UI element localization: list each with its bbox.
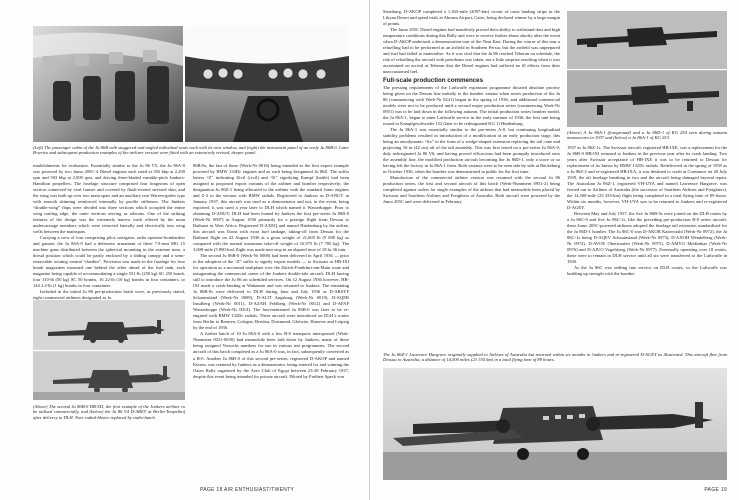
cabin-and-cockpit-photo xyxy=(33,26,349,142)
paragraph: Included in the initial Ju 86 pre-production batch were, as previously stated, eight commercial airliners designated as Ju xyxy=(33,289,185,301)
paragraph: The pressing requirements of the Luftwaffe expansion programme dictated absolute priority being given on the Dessau line initially to the bomber variant when series production of the Ju 86 (commencing with Werk-Nr 0241) began in the spring of 1936, and additional commercial models were not to be produced until a second major production series (commencing Werk-Nr 0951) was to be laid down in the following autumn. The initial production series bomber model, the Ju 86A-1, began to enter Luftwaffe service in the early summer of 1936, the first unit being issued to Kampfgeschwader 152 (later to be redesignated KG 1) Hindenburg. xyxy=(383,85,560,127)
top-photo-caption: (Left) The passenger cabin of the Ju 86B with staggered and angled individual seats each with its own window, and (right) the instrument panel of an early Ju 86B-0. Later B-series and subsequent production examples of the airliner version were fitted with an extensively revised, deeper panel. xyxy=(33,145,349,156)
top-photo-caption-right: (Above) A Ju 86A-1 (foreground) and a Ju 86D-1 of KG 254 seen during autumn manoeuvres in 1937 and (below) a Ju 86A-1 of KG 253. xyxy=(567,130,727,141)
bottom-photo-caption: (Above) The second Ju 86B-0 HB-IXI, the first example of the Junkers airliner to be utilised commercially, and (below) the Ju 86 V4 D-AREV at Berlin-Tempelhof after delivery to DLH. Note radial-blister replaced by radio-hatch. xyxy=(33,404,185,420)
paragraph: Manufacture of the commercial airliner version was resumed with the second Ju 86 production series, the first and second aircraft of this batch (Werk-Nummern 0951-2) being completed against orders for single examples of the airliner that had meanwhile been placed by Swissair and Southern Airlines and Freighters of Australia. Both aircraft were powered by the Jumo 205C and were delivered in February xyxy=(383,175,560,205)
paragraph: A further batch of 10 Ju 86A-0 with a few B-0 transports interspersed (Werk-Nummern 0021-0030) had meanwhile been laid down by Junkers, many of these being assigned Versuchs numbers for use in various test programmes. The second aircraft of this batch completed as a Ju 86A-0 was, in fact, subsequently converted as a B-0. Another Ju 86B-0 of this second pre-series, registered D-AKOP and named Kiesen, was retained by Junkers as a demonstrator, being entered for and winning the Oases Rally organised by the Aero Club of Egypt between 23-28 February 1937, despite this event being intended for private aircraft. Piloted by Freiherr Speck von xyxy=(193,331,349,379)
ju86z-airliner-photo xyxy=(383,368,727,480)
right-page-column-1 xyxy=(383,9,560,349)
paragraph: Sternburg, D-AKOP completed a 1,363-mile (2097-km) circuit of oasis landing strips in the Libyan Desert and speed trials at Almaza Airport, Cairo, being declared winner by a large margin of points. xyxy=(383,9,560,27)
paragraph: Carrying a crew of four comprising pilot, navigator, radio operator-bombardier and gunner, the Ju 86A-0 had a defensive armament of three 7.9-mm MG 15 machine guns distributed between the spherical mounting in the extreme nose, a dorsal position which could be partly enclosed by a sliding canopy and a semi-retractable rotating ventral “dustbin”. Provision was made in the fuselage for four bomb magazines mounted one behind the other ahead of the fuel tank, each magazine being capable of accommodating a single 551-lb (250 kg) SC 250 bomb, four 110-lb (50 kg) SC 50 bombs, 16 22-lb (10 kg) bombs in four containers, or 144 2.2-lb (1 kg) bombs in four containers. xyxy=(33,235,185,289)
page-footer-left: PAGE 18 AIR ENTHUSIAST/TWENTY xyxy=(200,487,295,493)
paragraph: Between May and July 1937, the five Ju 86B-0s were joined on the DLH routes by a Ju 86C-0 and five Ju 86C-1s, like the preceding pre-production B-0 series aircraft, these Jumo 205C-powered airliners adopted the fuselage tail extension standardised for the Ju 86D-1 bomber. The Ju 86C-0 was D-AKOR Kaiserstuhl (Werk-Nr 0972), the Ju 86C-1s being D-AQEV Schauinsland (Werk-Nr 0973), D-AXOH Wendelberg (Werk-Nr 0974), D-AVOE Oberstaufen (Werk-Nr 0975), D-AMYO Meißenkar (Werk-Nr 0976) and D-AJUO Vogelsberg (Werk-Nr 0977). Eventually operating over 18 routes, these were to remain in DLH service until all six were transferred to the Luftwaffe in 1940. xyxy=(567,211,727,265)
aircraft-pair-photo xyxy=(33,300,185,400)
left-page-column-2 xyxy=(193,163,349,483)
paragraph: The second Ju 86B-0 (Werk-Nr 0008) had been delivered in April 1936 — prior to the adoption of the “Z” suffix to signify export models — to Swissair as HB-IXI for operation as a nocturnal mailplane over the Zürich-Frankfurt-am-Main route and inaugurating the commercial career of the Junkers double-tale aircraft. DLH having still to introduce the Ju 86 on scheduled services. On 12 August 1936 however, HB-IXI made a crash-landing at Wahausen and was returned to Junkers. The remaining Ju 86B-0s were delivered to DLH during June and July 1936 as D-ARSYF Schauinsland (Werk-Nr 0009), D-ALIT Augsburg (Werk-Nr 0010), D-AQER Insulberg (Werk-Nr 0011), D-AZAH Feldberg (Werk-Nr 0012) and D-AFAF Wasserkuppe (Werk-Nr 0014). The last-mentioned Ju 86B-0 was later to be re-engined with BMW 132Dc radials. These aircraft were introduced on DLH’s routes from Berlin to Bremen, Cologne, Breslau, Dortmund, Gleiwitz, Hanover and Leipzig by the end of 1936. xyxy=(193,253,349,331)
right-page xyxy=(370,0,739,500)
paragraph: establishments for evaluation. Essentially similar to the Ju 86 V5, the Ju 86A-0 was powered by two Jumo 205C-4 Diesel engines each rated at 592 bhp at 2,200 rpm and 503 bhp at 2,000 rpm, and driving three-bladed variable-pitch Junkers-Hamilton propellers. The fuselage structure comprised four longerons of open section connected by oval frames and covered by flush-riveted stressed skin, and the wing was built up over two main spars and an auxiliary rear Warren-girder type with smooth skinning reinforced internally by profile stiffeners. The Junkers “double-wing” flaps were divided into three sections which occupied the entire wing trailing edge, the outer sections serving as ailerons. One of the striking features of the design was the extremely narrow track offered by the main undercarriage members which were retracted laterally and electrically into wing wells between the mainspars. xyxy=(33,163,185,235)
paragraph: The Ju 86A-1 was essentially similar to the pre-series A-0, but continuing longitudinal stability problems resulted in introduction of a modification at an early production stage, this being an aerodynamic “fix” in the form of a wedge-shaped extension replacing the tail cone and projecting 16 in (42 cm) aft of the tail assembly. This was first tested on a pre-series Ju 86A-0, duly redesignated Ju 86 V6, and having proved efficacious had been promptly introduced onto the assembly line, the modified production aircraft becoming the Ju 86D-1, only a score or so having left the factory in Ju 86A-1 form. Both variants were to be seen side by side at Bückeburg in October 1936, when the bomber was demonstrated in public for the first time. xyxy=(383,127,560,175)
paragraph: As the Ju 86C was settling into service on DLH routes, so the Luftwaffe was building up strength with the bomber xyxy=(567,265,727,277)
bottom-photo-caption-right: The Ju 86Z-1 Lawrence Hargrave originally supplied to Airlines of Australia but returned within six months to Junkers and re-registered D-AGEY as illustrated. This aircraft flew from Dessau to Australia, a distance of 14,500 miles (23 335 km) in a total flying time of 89 hours. xyxy=(383,352,727,363)
page-footer-right: PAGE 19 xyxy=(704,487,727,493)
paragraph: 86B-0s, the last of these (Werk-Nr 0016) being intended as the first export example powered by BMW 132Dc engines and as such being designated Ju 86Z. The suffix letters “Z” indicating Zivil (civil) and “K” signifying Kampf (battle) had been assigned to proposed export variants of the airliner and bomber respectively; the designation Ju 86Z-1 being allocated to the airliner with the standard Jumo engines and Z-2 to the version with BMW radials. Registered to Junkers as D-ANUV in January 1937, this aircraft was used as a demonstrator and not, in the event, being exported, it was used a year later to DLH which named it Wasserkuppe. Prior to obtaining D-ANUV, DLH had been loaned by Junkers the first pre-series Ju 86B-0 (Werk-Nr 0007) in August 1936 primarily for a prestige flight from Dessau to Bathurst in West Africa. Registered D-AXEQ and named Hindenburg by the airline, this aircraft was flown with extra fuel tankage, taking-off from Dessau for the Bathurst flight on 22 August 1936 at a gross weight of 21,605 lb (9 800 kg) as compared with the normal maximum take-off weight of 16,975 lb (7 700 kg). The 3,608-mile (5 800-km) flight was made non-stop in an elapsed time of 18 hr 36 min. xyxy=(193,163,349,253)
paragraph: The Jumo 205C Diesel engines had manifestly proved their ability to withstand dust and high temperature conditions during this Rally and were to receive further abuse shortly after the event when D-AKOP undertook a demonstration tour of the Near East. During the course of this tour a refuelling had to be performed at an airfield in Southern Persia, but the airfield was unprepared and fuel had failed to materialise. As it was vital that the Ju 86 reached Teheran on schedule, the risk of refuelling the aircraft with petroleum was taken, not a little surprise resulting when it was ascertained on arrival at Teheran that the Diesel engines had suffered no ill effects from their unaccustomed fuel. xyxy=(383,27,560,75)
bombers-in-flight-photo xyxy=(567,11,727,127)
right-page-column-2 xyxy=(567,145,727,335)
section-heading: Full-scale production commences xyxy=(383,77,484,85)
paragraph: 1937 as Ju 86Z-1s. The Swissair aircraft, registered HB-IXE, was a replacement for the Ju 86B-0 HB-IXI returned to Junkers in the previous year after its crash landing. Two years after Swissair acceptance of HB-IXE it was to be returned to Dessau for replacement of its Jumos by BMW 132Dc radials. Redelivered in the spring of 1939 as a Ju 86Z-2 and re-registered HB-IXA, it was destined to crash at Constance on 20 July 1939, the aft fuselage breaking in two and the aircraft being damaged beyond repair. The Australian Ju 86Z-1, registered VH-UYA and named Lawrence Hargrave, was ferried out to Airlines of Australia (the successor of Southern Airlines and Freighters), the 14,500-mile (23 335-km) flight being completed in a total flying time of 89 hours. Within six months, however, VH-UYA was to be returned to Junkers and re-registered D-AGEY. xyxy=(567,145,727,211)
